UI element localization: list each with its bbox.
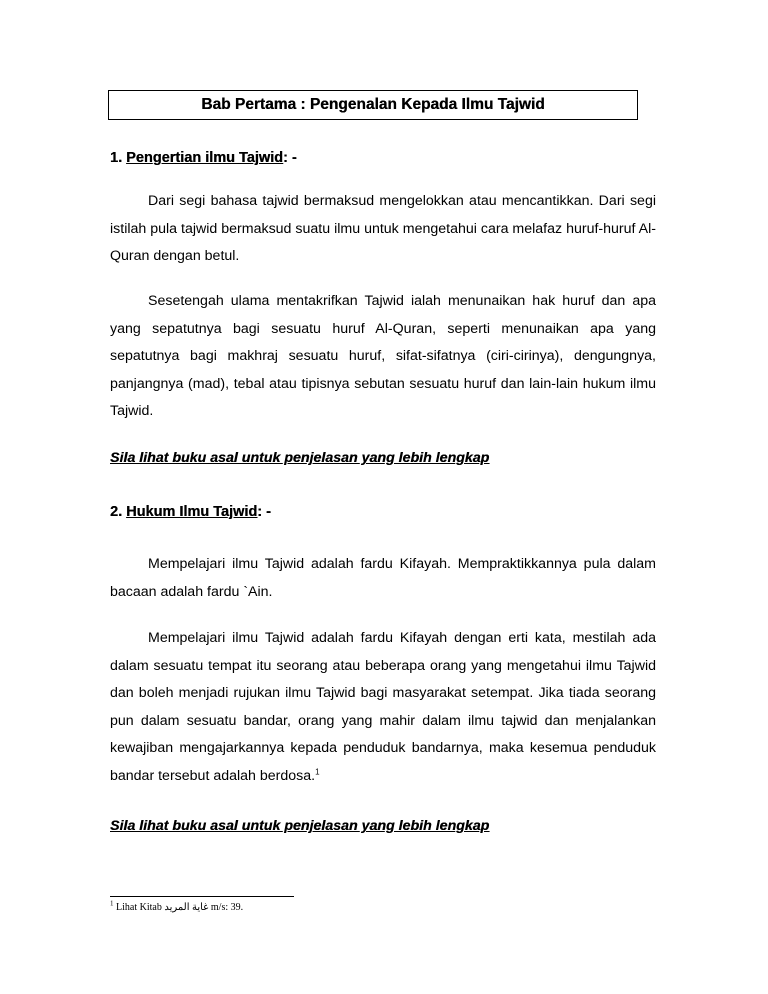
section-1-number: 1.	[110, 150, 127, 166]
footnote-divider	[110, 896, 294, 897]
section-2-suffix: : -	[257, 504, 271, 520]
footnote-number: 1	[110, 899, 114, 908]
section-1-heading	[110, 150, 297, 166]
footnote-reference[interactable]: 1	[315, 766, 320, 776]
footnote-text: Lihat Kitab غاية المريد m/s: 39.	[116, 902, 244, 913]
section-1-paragraph-1: Dari segi bahasa tajwid bermaksud mengelokkan atau mencantikkan. Dari segi istilah pula tajwid bermaksud suatu ilmu untuk mengetahui cara melafaz huruf-huruf Al-Quran dengan betul.	[110, 193, 656, 264]
section-2-paragraph-2-text: Mempelajari ilmu Tajwid adalah fardu Kifayah dengan erti kata, mestilah ada dalam sesuatu tempat itu seorang atau beberapa orang yang mengetahui ilmu Tajwid dan boleh menjadi rujukan ilmu Tajwid bagi masyarakat setempat. Jika tiada seorang pun dalam sesuatu bandar, orang yang mahir dalam ilmu tajwid dan menjalankan kewajiban mengajarkannya kepada penduduk bandarnya, maka kesemua penduduk bandar tersebut adalah berdosa.	[110, 630, 656, 784]
section-2-number: 2.	[110, 504, 127, 520]
section-1-suffix: : -	[282, 150, 297, 166]
section-2-paragraph-1: Mempelajari ilmu Tajwid adalah fardu Kifayah. Mempraktikkannya pula dalam bacaan adalah fardu `Ain.	[110, 556, 656, 600]
section-2-heading	[110, 504, 271, 520]
chapter-title: Bab Pertama : Pengenalan Kepada Ilmu Tajwid	[201, 96, 545, 113]
section-2-paragraph-2	[110, 625, 656, 790]
chapter-title-box	[108, 90, 638, 120]
section-1-title: Pengertian ilmu Tajwid	[126, 150, 283, 166]
section-2-title: Hukum Ilmu Tajwid	[126, 504, 258, 520]
footnote	[110, 899, 244, 913]
section-1-note: Sila lihat buku asal untuk penjelasan yang lebih lengkap	[110, 450, 490, 466]
section-2-note: Sila lihat buku asal untuk penjelasan yang lebih lengkap	[110, 818, 490, 834]
section-1-paragraph-2: Sesetengah ulama mentakrifkan Tajwid ialah menunaikan hak huruf dan apa yang sepatutnya bagi sesuatu huruf Al-Quran, seperti menunaikan apa yang sepatutnya bagi makhraj sesuatu huruf, sifat-sifatnya (ciri-cirinya), dengungnya, panjangnya (mad), tebal atau tipisnya sebutan sesuatu huruf dan lain-lain hukum ilmu Tajwid.	[110, 293, 656, 419]
